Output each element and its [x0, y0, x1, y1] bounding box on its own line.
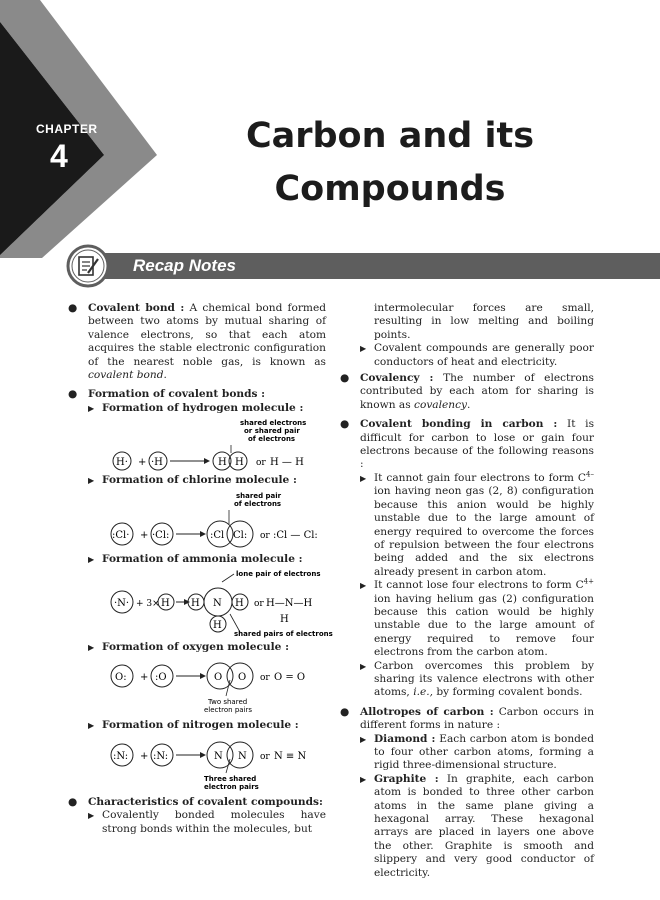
carbon-bonding-term: Covalent bonding in carbon :	[360, 418, 558, 431]
diamond-term: Diamond :	[374, 732, 436, 745]
annot-l2: electron pairs	[204, 782, 259, 791]
allotropes-item	[340, 706, 594, 880]
plus-sign: +	[140, 750, 149, 762]
annot-l1: Three shared	[204, 774, 257, 783]
atom-o: O	[214, 672, 223, 684]
atom-h: H	[235, 598, 244, 610]
plus-sign: +	[138, 457, 147, 469]
covalency-em: covalency	[414, 398, 468, 411]
reason-3-a: Carbon overcomes this problem by sharing its valence electrons with other atoms,	[374, 659, 594, 699]
arrow-bullet-icon: ▶	[360, 344, 367, 354]
charge-sup: 4+	[583, 577, 594, 586]
period: .	[163, 369, 167, 382]
diamond-text: Each carbon atom is bonded to four other carbon atoms, forming a rigid three-dimensional structure.	[374, 732, 594, 772]
bullet-dot: ●	[340, 705, 350, 718]
hydrogen-title: Formation of hydrogen molecule :	[102, 401, 304, 414]
covalent-bond-item	[68, 302, 326, 382]
annot-l1: shared pair	[236, 491, 282, 500]
reason-3	[360, 660, 594, 700]
plus-sign: +	[140, 529, 149, 541]
ammonia-title: Formation of ammonia molecule :	[102, 552, 303, 565]
plus-3x: + 3×	[136, 599, 160, 610]
atom-h: ·H	[151, 457, 163, 469]
ammonia-diagram	[108, 568, 338, 638]
reason-2-a: It cannot lose four electrons to form C	[374, 579, 584, 592]
annot-l2: of electrons	[234, 499, 282, 508]
graphite-term: Graphite :	[374, 772, 439, 785]
ammonia-subitem	[88, 553, 326, 566]
atom-n: ·N·	[114, 598, 130, 610]
covalency-term: Covalency :	[360, 372, 434, 385]
nh3-formula: H—N—H	[266, 598, 313, 610]
nitrogen-subitem	[88, 719, 326, 732]
page-title-line2: Compounds	[274, 169, 506, 209]
annot-l3: of electrons	[248, 435, 296, 444]
n2-formula: N ≡ N	[274, 750, 307, 762]
characteristics-cont	[360, 302, 594, 342]
arrow-bullet-icon: ▶	[360, 734, 367, 744]
charge-sup: 4–	[586, 470, 594, 479]
page-title-line1: Carbon and its	[245, 116, 535, 156]
allotropes-term: Allotropes of carbon :	[360, 705, 494, 718]
characteristics-text-2: Covalent compounds are generally poor conductors of heat and electricity.	[374, 342, 594, 368]
hydrogen-diagram	[108, 417, 328, 471]
arrow-bullet-icon: ▶	[88, 811, 95, 821]
formation-heading: Formation of covalent bonds :	[88, 388, 266, 401]
bullet-dot: ●	[68, 388, 78, 401]
covalent-bond-em: covalent bond	[88, 369, 164, 382]
atom-n: :N:	[153, 750, 169, 762]
left-column	[68, 302, 333, 836]
atom-cl: Cl:	[233, 529, 248, 541]
annot-lone-pair: lone pair of electrons	[236, 570, 321, 579]
reason-3-em: i.e.,	[413, 686, 433, 699]
bullet-dot: ●	[68, 795, 78, 808]
arrow-bullet-icon: ▶	[360, 473, 367, 483]
atom-n: :N:	[113, 750, 129, 762]
or-text: or	[260, 530, 270, 541]
annot-l2: electron pairs	[204, 706, 253, 715]
arrow-bullet-icon: ▶	[88, 554, 95, 564]
chapter-label: CHAPTER	[36, 122, 98, 136]
or-text: or	[260, 751, 270, 762]
graphite-text: In graphite, each carbon atom is bonded to three other carbon atoms in the same plane giving a hexagonal array. These hexagonal arrays are placed in layers one above the other. Graphite is smooth and slippery and very good conductor of electricity.	[374, 772, 595, 879]
characteristics-p2	[360, 342, 594, 369]
nitrogen-diagram	[108, 735, 338, 793]
covalent-bond-text: A chemical bond formed between two atoms by mutual sharing of valence electrons, so that each atom acquires the stable electronic configuration of the nearest noble gas, is known as	[88, 302, 327, 368]
right-column	[340, 302, 594, 880]
covalency-text: The number of electrons contributed by each atom for sharing is known as	[360, 372, 594, 411]
plus-sign: +	[140, 672, 149, 684]
characteristics-heading: Characteristics of covalent compounds:	[88, 795, 323, 808]
characteristics-p1	[88, 809, 326, 836]
formation-item	[68, 388, 333, 792]
atom-h: H·	[116, 457, 128, 469]
atom-cl: :Cl	[210, 529, 225, 541]
annot-l1: Two shared	[208, 698, 248, 707]
allotropes-text: Carbon occurs in different forms in nature :	[360, 705, 595, 732]
arrow-bullet-icon: ▶	[360, 661, 367, 671]
or-text: or	[260, 673, 270, 684]
atom-n: N	[214, 750, 223, 762]
or-text: or	[254, 599, 264, 610]
notepad-pencil-icon	[66, 244, 110, 288]
reason-1-a: It cannot gain four electrons to form C	[374, 471, 587, 484]
hydrogen-subitem	[88, 402, 326, 415]
reason-2	[360, 579, 594, 659]
atom-cl: :Cl·	[112, 529, 130, 541]
chapter-number: 4	[50, 138, 68, 174]
chlorine-diagram	[108, 490, 338, 550]
annot-l2: or shared pair	[244, 427, 300, 436]
covalency-item	[340, 372, 594, 412]
bullet-dot: ●	[340, 418, 350, 431]
recap-notes-label: Recap Notes	[133, 256, 236, 275]
atom-n: N	[238, 750, 247, 762]
cl2-formula: :Cl — Cl:	[273, 529, 318, 541]
arrow-bullet-icon: ▶	[360, 774, 367, 784]
atom-o: O	[238, 672, 247, 684]
arrow-bullet-icon: ▶	[360, 581, 367, 591]
annot-l1: shared electrons	[240, 419, 307, 428]
arrow-bullet-icon: ▶	[88, 403, 95, 413]
atom-h: H	[161, 598, 170, 610]
h2-formula: H — H	[270, 457, 304, 469]
atom-cl: ·Cl:	[152, 529, 170, 541]
annot-shared-pairs: shared pairs of electrons	[234, 630, 333, 639]
atom-o: O:	[115, 672, 127, 684]
bullet-dot: ●	[68, 302, 78, 314]
oxygen-title: Formation of oxygen molecule :	[102, 641, 289, 654]
covalent-bond-term: Covalent bond :	[88, 302, 185, 314]
atom-h: H	[218, 457, 227, 469]
arrow-bullet-icon: ▶	[88, 476, 95, 486]
oxygen-diagram	[108, 656, 338, 716]
o2-formula: O = O	[274, 672, 306, 684]
bullet-dot: ●	[340, 372, 350, 385]
nitrogen-title: Formation of nitrogen molecule :	[102, 719, 299, 732]
atom-n: N	[213, 598, 222, 610]
nh3-formula-h: H	[280, 614, 289, 626]
reason-3-b: by forming covalent bonds.	[436, 686, 583, 699]
diamond-subitem	[360, 733, 594, 773]
atom-h: H	[213, 620, 222, 632]
atom-h: H	[191, 598, 200, 610]
reason-1	[360, 472, 594, 579]
period: .	[467, 398, 471, 411]
atom-h: H	[235, 457, 244, 469]
atom-o: :O	[155, 672, 167, 684]
graphite-subitem	[360, 773, 594, 880]
carbon-bonding-text: It is difficult for carbon to lose or gain four electrons because of the following reasons :	[360, 418, 595, 471]
oxygen-subitem	[88, 641, 326, 654]
chlorine-title: Formation of chlorine molecule :	[102, 474, 297, 487]
chlorine-subitem	[88, 474, 326, 487]
carbon-bonding-item	[340, 418, 594, 700]
continuation-text: intermolecular forces are small, resulting in low melting and boiling points.	[374, 302, 594, 341]
characteristics-text: Covalently bonded molecules have strong bonds within the molecules, but	[102, 809, 326, 835]
reason-2-b: ion having helium gas (2) configuration because this cation would be highly unstable due to the large amount of energy required to remove four electrons from the carbon atom.	[374, 592, 594, 659]
arrow-bullet-icon: ▶	[88, 643, 95, 653]
reason-1-b: ion having neon gas (2, 8) configuration because this anion would be highly unstable due to the large amount of energy required to overcome the forces of repulsion between the four electrons being added and the six electrons already present in carbon atom.	[374, 485, 594, 578]
arrow-bullet-icon: ▶	[88, 721, 95, 731]
characteristics-item	[68, 796, 326, 836]
or-text: or	[256, 458, 266, 469]
